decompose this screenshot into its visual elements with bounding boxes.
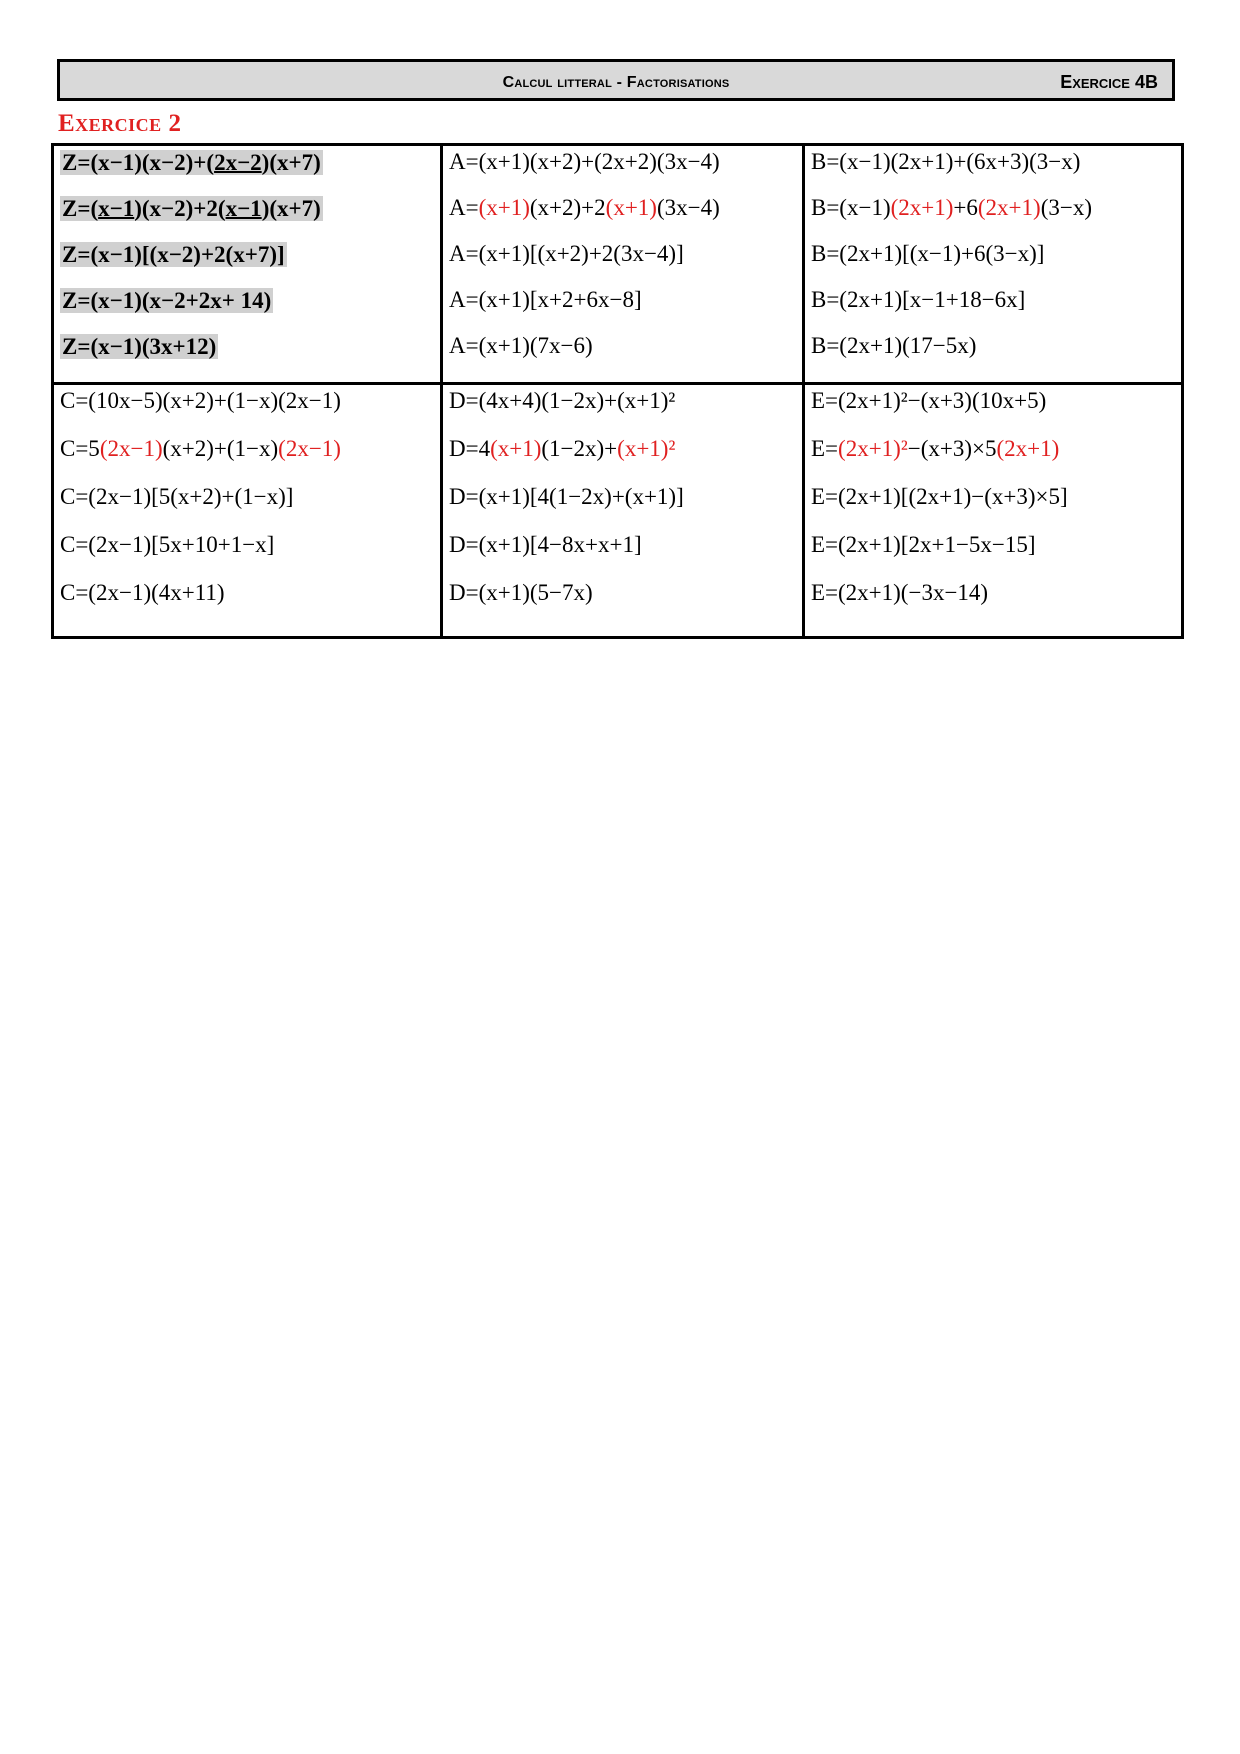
z-line-5: Z=(x−1)(3x+12) <box>62 334 217 359</box>
d-line-1: D=(4x+4)(1−2x)+(x+1)² <box>449 388 676 413</box>
b-line-3: B=(2x+1)[(x−1)+6(3−x)] <box>811 241 1045 266</box>
exercise-label: Exercice 4B <box>1060 72 1158 92</box>
z-line-2: Z=(x−1)(x−2)+2(x−1)(x+7) <box>62 196 321 221</box>
d-line-3: D=(x+1)[4(1−2x)+(x+1)] <box>449 484 684 509</box>
b-line-2: B=(x−1)(2x+1)+6(2x+1)(3−x) <box>811 195 1092 220</box>
c-line-5: C=(2x−1)(4x+11) <box>60 580 225 605</box>
z-line-4: Z=(x−1)(x−2+2x+ 14) <box>62 288 272 313</box>
cell-e <box>804 384 1183 638</box>
d-line-4: D=(x+1)[4−8x+x+1] <box>449 532 642 557</box>
c-line-4: C=(2x−1)[5x+10+1−x] <box>60 532 275 557</box>
e-line-4: E=(2x+1)[2x+1−5x−15] <box>811 532 1036 557</box>
b-line-5: B=(2x+1)(17−5x) <box>811 333 977 358</box>
a-line-5: A=(x+1)(7x−6) <box>449 333 593 358</box>
e-line-5: E=(2x+1)(−3x−14) <box>811 580 989 605</box>
e-line-1: E=(2x+1)²−(x+3)(10x+5) <box>811 388 1047 413</box>
a-line-4: A=(x+1)[x+2+6x−8] <box>449 287 642 312</box>
c-line-1: C=(10x−5)(x+2)+(1−x)(2x−1) <box>60 388 341 413</box>
z-line-1: Z=(x−1)(x−2)+(2x−2)(x+7) <box>62 150 321 175</box>
b-line-1: B=(x−1)(2x+1)+(6x+3)(3−x) <box>811 149 1081 174</box>
header-bar <box>57 59 1175 101</box>
cell-c <box>53 384 442 638</box>
a-line-1: A=(x+1)(x+2)+(2x+2)(3x−4) <box>449 149 720 174</box>
e-line-2: E=(2x+1)²−(x+3)×5(2x+1) <box>811 436 1060 461</box>
c-line-2: C=5(2x−1)(x+2)+(1−x)(2x−1) <box>60 436 341 461</box>
d-line-5: D=(x+1)(5−7x) <box>449 580 593 605</box>
a-line-3: A=(x+1)[(x+2)+2(3x−4)] <box>449 241 684 266</box>
cell-d <box>442 384 804 638</box>
b-line-4: B=(2x+1)[x−1+18−6x] <box>811 287 1026 312</box>
document-title: Calcul litteral - Factorisations <box>502 74 730 91</box>
d-line-2: D=4(x+1)(1−2x)+(x+1)² <box>449 436 676 461</box>
c-line-3: C=(2x−1)[5(x+2)+(1−x)] <box>60 484 294 509</box>
e-line-3: E=(2x+1)[(2x+1)−(x+3)×5] <box>811 484 1068 509</box>
factorisation-table <box>51 143 1184 639</box>
a-line-2: A=(x+1)(x+2)+2(x+1)(3x−4) <box>449 195 720 220</box>
cell-a <box>442 145 804 384</box>
section-title: Exercice 2 <box>58 110 182 137</box>
cell-b <box>804 145 1183 384</box>
z-line-3: Z=(x−1)[(x−2)+2(x+7)] <box>62 242 285 267</box>
cell-z <box>53 145 442 384</box>
